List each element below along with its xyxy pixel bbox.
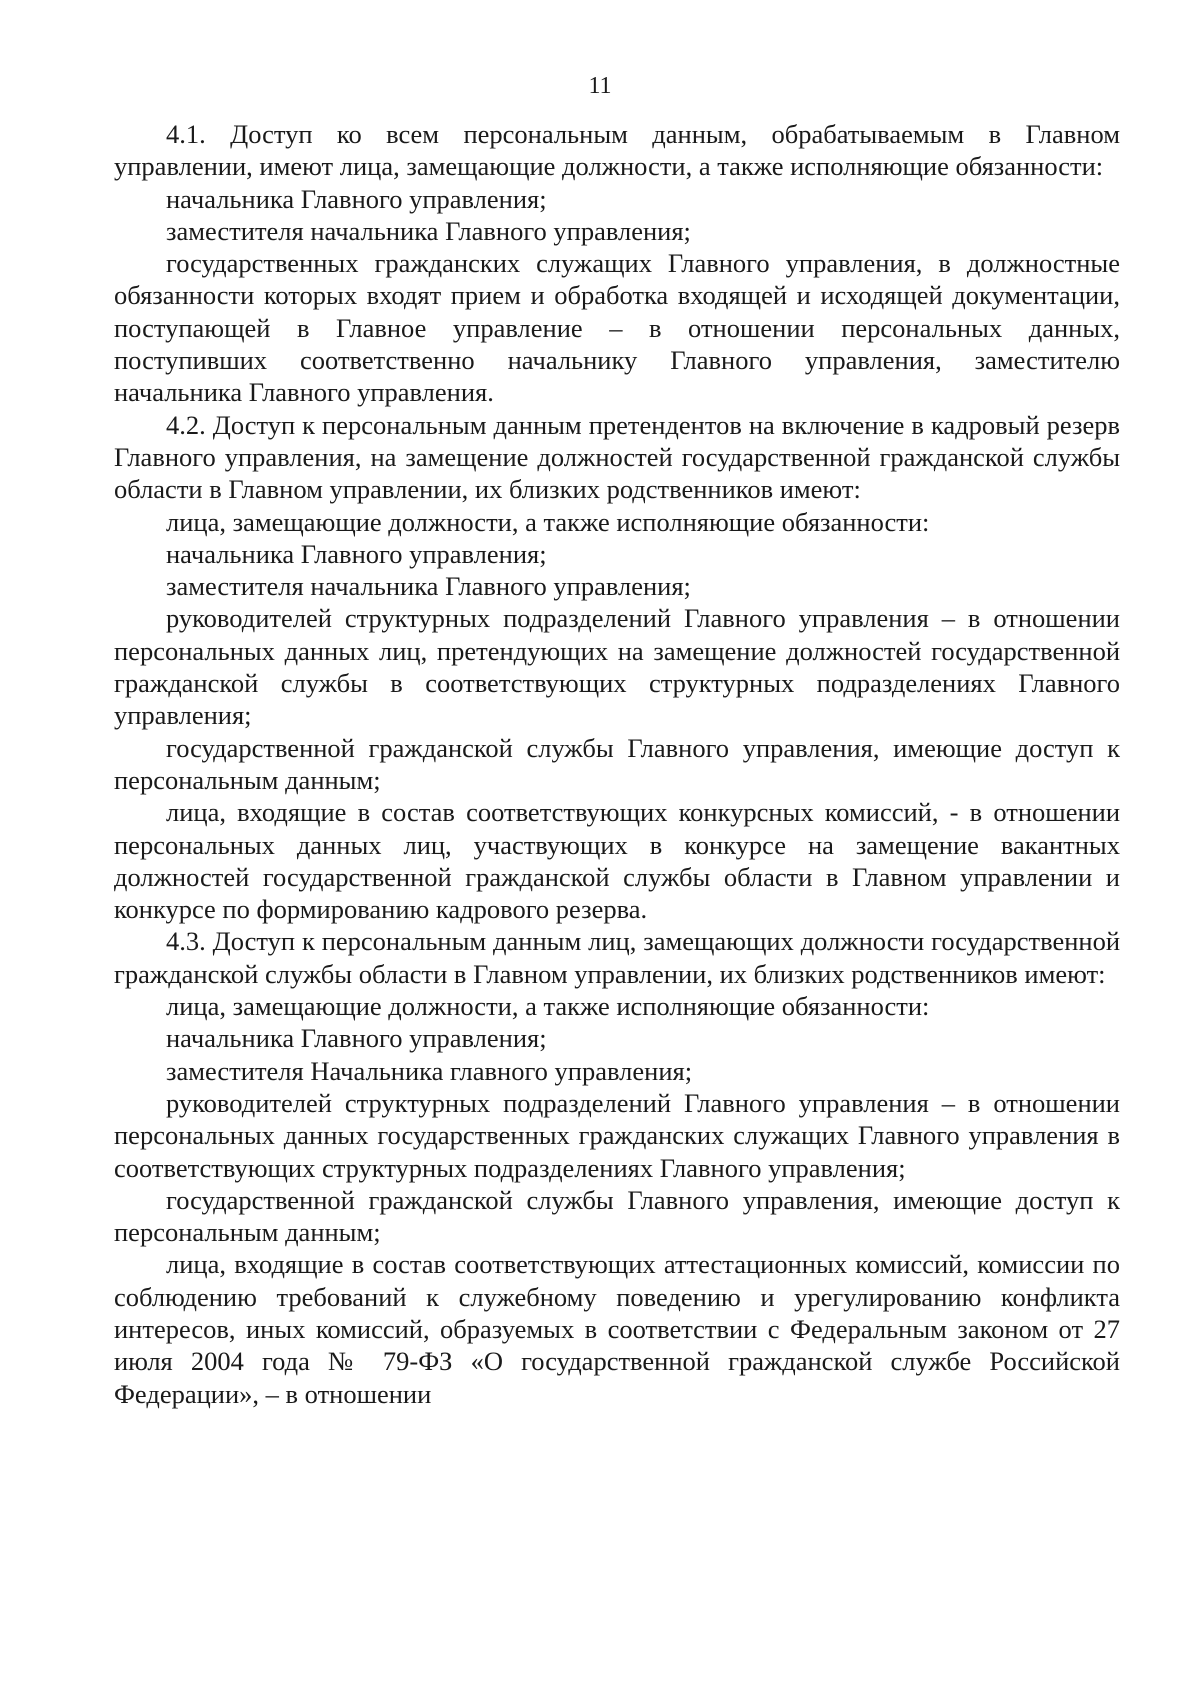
paragraph-4-2: 4.2. Доступ к персональным данным претендентов на включение в кадровый резерв Главного управления, на замещение должностей государственной гражданской службы области в Главном управлении, их близких родственников имеют: bbox=[114, 409, 1120, 505]
list-item: руководителей структурных подразделений Главного управления – в отношении персональных данных лиц, претендующих на замещение должностей государственной гражданской службы в соответствующих структурных подразделениях Главного управления; bbox=[114, 603, 1120, 731]
list-item: заместителя начальника Главного управления; bbox=[166, 571, 691, 602]
list-item: лица, входящие в состав соответствующих аттестационных комиссий, комиссии по соблюдению требований к служебному поведению и урегулированию конфликта интересов, иных комиссий, образуемых в соответствии с Федеральным законом от 27 июля 2004 года № 79-ФЗ «О государственной гражданской службе Российской Федерации», – в отношении bbox=[114, 1249, 1120, 1409]
list-item: лица, замещающие должности, а также исполняющие обязанности: bbox=[166, 991, 930, 1022]
list-item: начальника Главного управления; bbox=[166, 538, 547, 569]
paragraph-4-1: 4.1. Доступ ко всем персональным данным, обрабатываемым в Главном управлении, имеют лица, замещающие должности, а также исполняющие обязанности: bbox=[114, 119, 1120, 182]
list-item: заместителя Начальника главного управления; bbox=[166, 1055, 693, 1086]
list-item: государственной гражданской службы Главного управления, имеющие доступ к персональным данным; bbox=[114, 1184, 1120, 1248]
list-item: заместителя начальника Главного управления; bbox=[166, 215, 691, 246]
list-item: государственной гражданской службы Главного управления, имеющие доступ к персональным данным; bbox=[114, 732, 1120, 795]
list-item: начальника Главного управления; bbox=[166, 1023, 547, 1054]
document-body bbox=[114, 118, 1120, 1410]
list-item: государственных гражданских служащих Главного управления, в должностные обязанности которых входят прием и обработка входящей и исходящей документации, поступающей в Главное управление – в отношении персональных данных, поступивших соответственно начальнику Главного управления, заместителю начальника Главного управления. bbox=[114, 248, 1120, 408]
list-item: начальника Главного управления; bbox=[166, 183, 547, 214]
paragraph-4-3: 4.3. Доступ к персональным данным лиц, замещающих должности государственной гражданской службы области в Главном управлении, их близких родственников имеют: bbox=[114, 926, 1120, 989]
page-number: 11 bbox=[588, 73, 612, 99]
list-item: лица, замещающие должности, а также исполняющие обязанности: bbox=[166, 506, 930, 537]
list-item: руководителей структурных подразделений Главного управления – в отношении персональных данных государственных гражданских служащих Главного управления в соответствующих структурных подразделениях Главного управления; bbox=[114, 1087, 1120, 1183]
list-item: лица, входящие в состав соответствующих конкурсных комиссий, - в отношении персональных данных лиц, участвующих в конкурсе на замещение вакантных должностей государственной гражданской службы области в Главном управлении и конкурсе по формированию кадрового резерва. bbox=[114, 797, 1120, 925]
